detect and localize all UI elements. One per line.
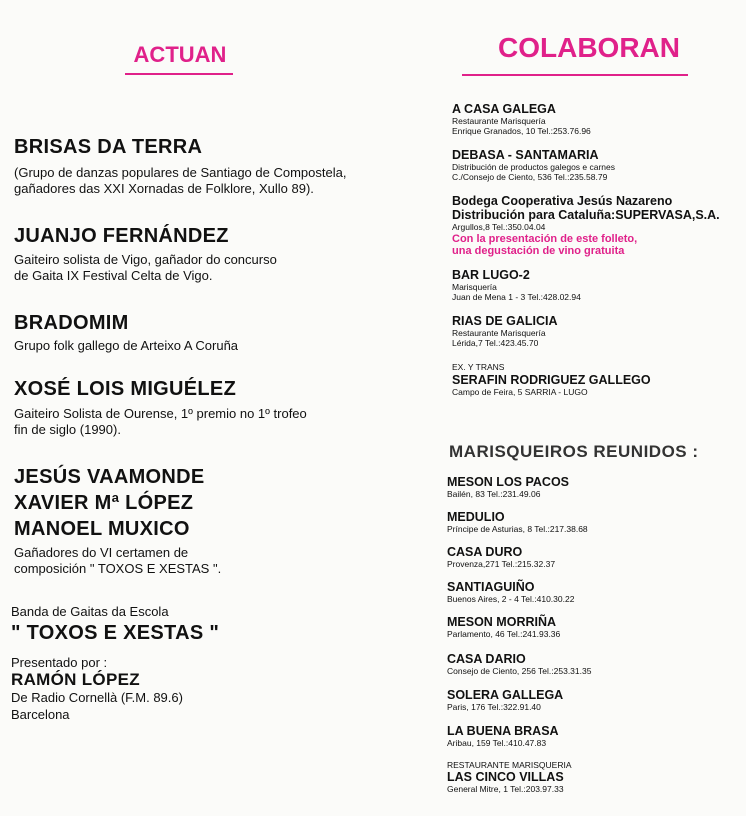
sponsor-name: BAR LUGO-2 — [452, 268, 530, 282]
bodega-name: Bodega Cooperativa Jesús Nazareno — [452, 194, 673, 208]
composer-name: XAVIER Mª LÓPEZ — [14, 492, 194, 514]
bodega-promo: Con la presentación de este folleto, — [452, 233, 638, 245]
presenter-line: De Radio Cornellà (F.M. 89.6) — [11, 690, 183, 705]
marisqueiros-heading: MARISQUEIROS REUNIDOS : — [449, 442, 699, 461]
act-desc: (Grupo de danzas populares de Santiago de Compostela, gañadores das XXI Xornadas de Folklore, Xullo 89). — [14, 165, 347, 196]
serafin-address: Campo de Feira, 5 SARRIA - LUGO — [452, 387, 588, 397]
band-name: " TOXOS E XESTAS " — [11, 622, 220, 644]
colaboran-heading: COLABORAN — [498, 32, 680, 63]
restaurant-name: MESON LOS PACOS — [447, 475, 570, 489]
restaurant-address: Príncipe de Asturias, 8 Tel.:217.38.68 — [447, 524, 588, 534]
act-name: BRISAS DA TERRA — [14, 136, 203, 158]
act-desc: Gaiteiro solista de Vigo, gañador do concurso de Gaita IX Festival Celta de Vigo. — [14, 252, 277, 283]
restaurant-address: Parlamento, 46 Tel.:241.93.36 — [447, 629, 561, 639]
restaurant-name: CASA DURO — [447, 545, 523, 559]
composer-name: JESÚS VAAMONDE — [14, 466, 205, 488]
serafin-pre: EX. Y TRANS — [452, 362, 505, 372]
sponsor-name: A CASA GALEGA — [452, 102, 556, 116]
act-name: XOSÉ LOIS MIGUÉLEZ — [14, 378, 237, 400]
presenter-name: RAMÓN LÓPEZ — [11, 670, 140, 689]
sponsor-line: C./Consejo de Ciento, 536 Tel.:235.58.79 — [452, 172, 608, 182]
sponsor-line: Restaurante Marisquería — [452, 328, 546, 338]
restaurant-address: Provenza,271 Tel.:215.32.37 — [447, 559, 556, 569]
restaurant-name: MEDULIO — [447, 510, 505, 524]
restaurant-address: Aribau, 159 Tel.:410.47.83 — [447, 738, 547, 748]
sponsor-line: Enrique Granados, 10 Tel.:253.76.96 — [452, 126, 591, 136]
sponsor-line: Restaurante Marisquería — [452, 116, 546, 126]
presenter-intro: Presentado por : — [11, 655, 108, 670]
act-name: JUANJO FERNÁNDEZ — [14, 225, 229, 247]
restaurant-name: SANTIAGUIÑO — [447, 580, 535, 594]
restaurant-name: CASA DARIO — [447, 652, 526, 666]
sponsor-name: RIAS DE GALICIA — [452, 314, 558, 328]
sponsor-line: Lérida,7 Tel.:423.45.70 — [452, 338, 539, 348]
bodega-address: Argullos,8 Tel.:350.04.04 — [452, 222, 546, 232]
actuan-heading: ACTUAN — [133, 42, 227, 67]
composers-desc: Gañadores do VI certamen de composición " TOXOS E XESTAS ". — [14, 545, 222, 576]
last-address: General Mitre, 1 Tel.:203.97.33 — [447, 784, 564, 794]
band-intro: Banda de Gaitas da Escola — [11, 604, 169, 619]
restaurant-address: Buenos Aires, 2 - 4 Tel.:410.30.22 — [447, 594, 575, 604]
colaboran-underline — [462, 74, 688, 76]
sponsor-line: Distribución de productos galegos e carnes — [452, 162, 616, 172]
last-pre: RESTAURANTE MARISQUERIA — [447, 760, 572, 770]
sponsor-line: Marisquería — [452, 282, 497, 292]
restaurant-address: Bailén, 83 Tel.:231.49.06 — [447, 489, 541, 499]
restaurant-name: MESON MORRIÑA — [447, 615, 557, 629]
act-desc: Grupo folk gallego de Arteixo A Coruña — [14, 338, 239, 353]
bodega-distributor: Distribución para Cataluña:SUPERVASA,S.A. — [452, 208, 720, 222]
restaurant-name: LA BUENA BRASA — [447, 724, 559, 738]
act-desc: Gaiteiro Solista de Ourense, 1º premio no 1º trofeo fin de siglo (1990). — [14, 406, 307, 437]
composer-name: MANOEL MUXICO — [14, 518, 190, 540]
last-name: LAS CINCO VILLAS — [447, 770, 564, 784]
bodega-promo: una degustación de vino gratuita — [452, 245, 625, 257]
restaurant-address: Paris, 176 Tel.:322.91.40 — [447, 702, 541, 712]
serafin-name: SERAFIN RODRIGUEZ GALLEGO — [452, 373, 651, 387]
restaurant-address: Consejo de Ciento, 256 Tel.:253.31.35 — [447, 666, 592, 676]
presenter-line: Barcelona — [11, 707, 70, 722]
actuan-underline — [125, 73, 233, 75]
act-name: BRADOMIM — [14, 312, 129, 334]
sponsor-name: DEBASA - SANTAMARIA — [452, 148, 599, 162]
restaurant-name: SOLERA GALLEGA — [447, 688, 564, 702]
sponsor-line: Juan de Mena 1 - 3 Tel.:428.02.94 — [452, 292, 581, 302]
